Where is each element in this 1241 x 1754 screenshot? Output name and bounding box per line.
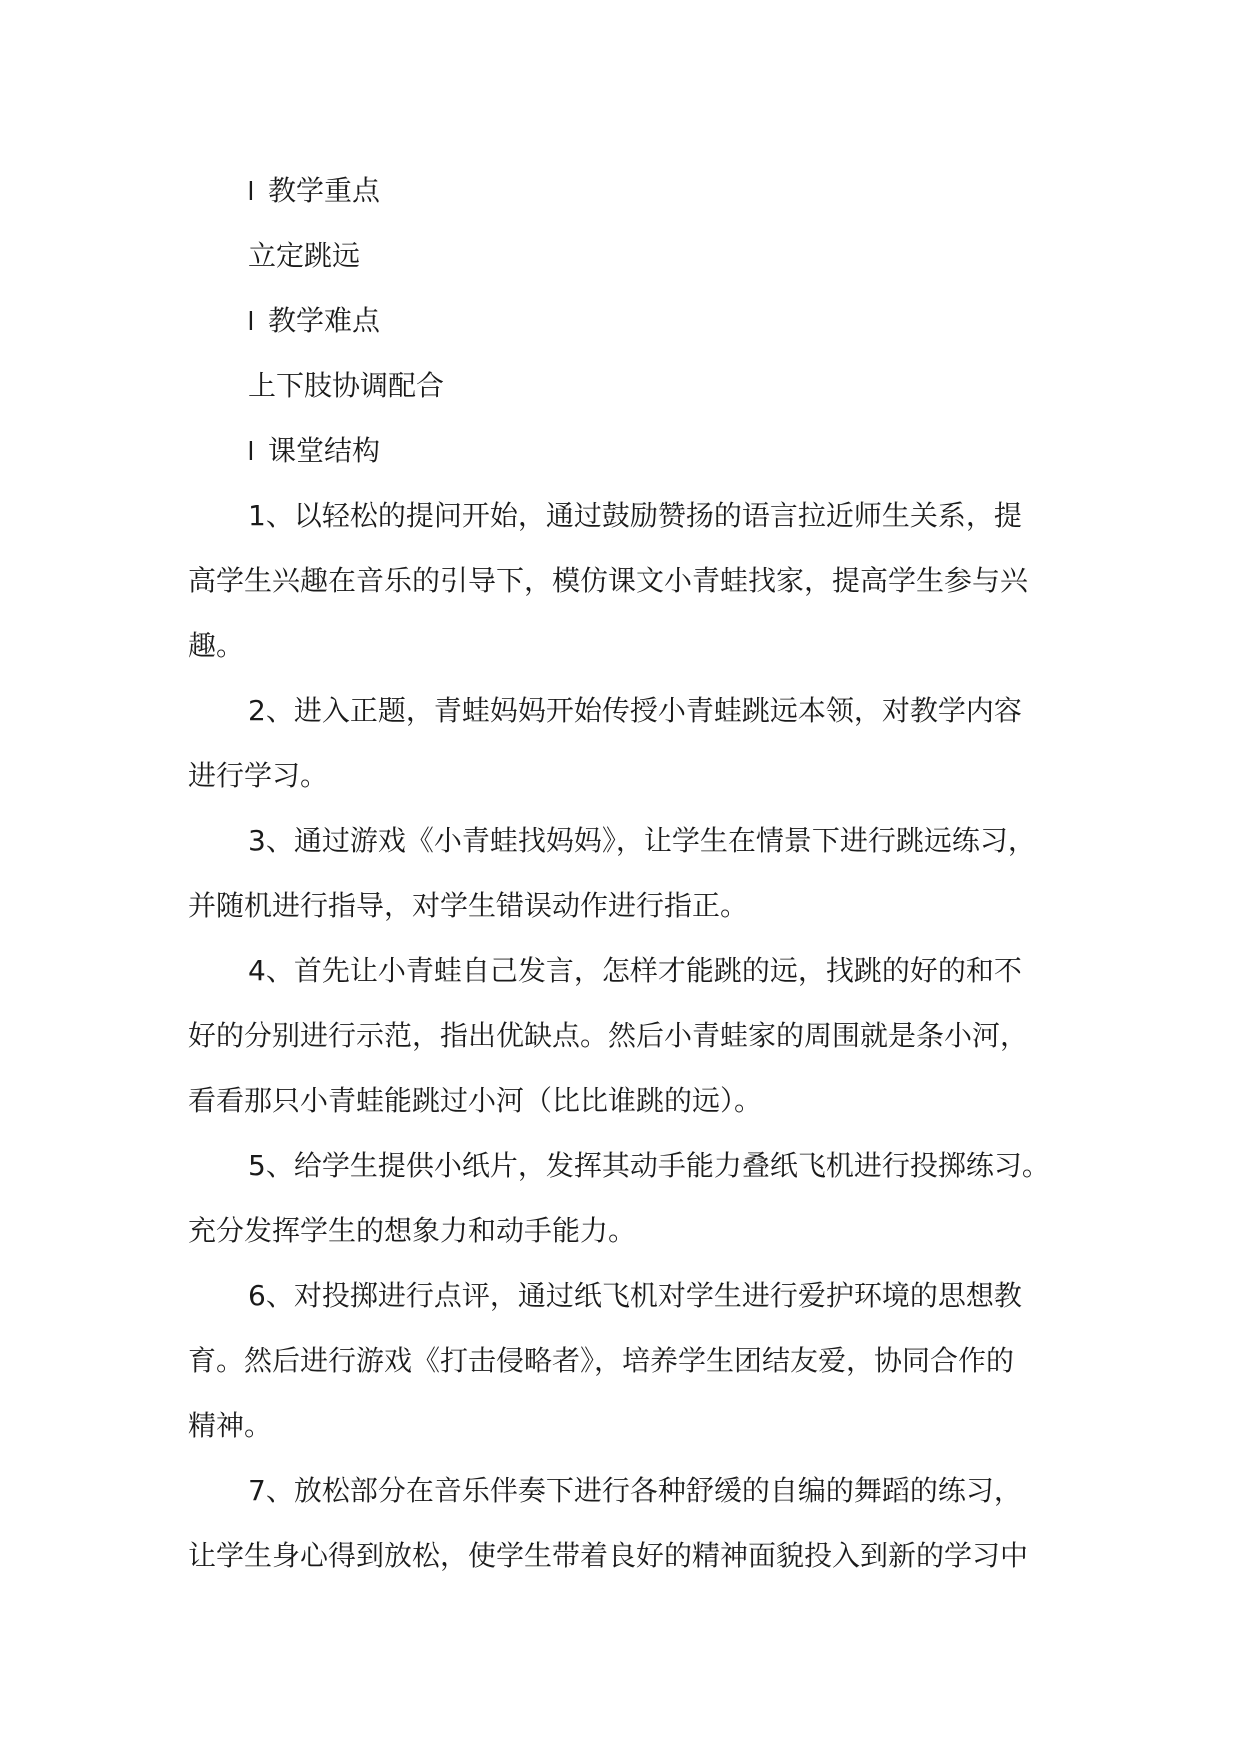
paragraph-line: 趣。 <box>188 629 245 662</box>
section-body: 上下肢协调配合 <box>248 369 445 402</box>
section-body: 立定跳远 <box>248 239 361 272</box>
paragraph-2 <box>188 678 1068 808</box>
paragraph-line: 进行学习。 <box>188 759 329 792</box>
paragraph-line: 4、首先让小青蛙自己发言，怎样才能跳的远，找跳的好的和不 <box>248 954 1022 987</box>
paragraph-line: 1、以轻松的提问开始，通过鼓励赞扬的语言拉近师生关系，提 <box>248 499 1022 532</box>
paragraph-line: 让学生身心得到放松，使学生带着良好的精神面貌投入到新的学习中 <box>188 1539 1029 1572</box>
paragraph-5 <box>188 1133 1068 1263</box>
paragraph-6 <box>188 1263 1068 1458</box>
bullet-mark: l <box>248 176 254 206</box>
paragraph-line: 5、给学生提供小纸片，发挥其动手能力叠纸飞机进行投掷练习。 <box>248 1149 1050 1182</box>
paragraph-line: 育。然后进行游戏《打击侵略者》，培养学生团结友爱，协同合作的 <box>188 1344 1015 1377</box>
paragraph-line: 好的分别进行示范，指出优缺点。然后小青蛙家的周围就是条小河， <box>188 1019 1029 1052</box>
paragraph-line: 精神。 <box>188 1409 273 1442</box>
paragraph-line: 看看那只小青蛙能跳过小河（比比谁跳的远）。 <box>188 1084 763 1117</box>
paragraph-line: 3、通过游戏《小青蛙找妈妈》，让学生在情景下进行跳远练习， <box>248 824 1036 857</box>
paragraph-line: 7、放松部分在音乐伴奏下进行各种舒缓的自编的舞蹈的练习， <box>248 1474 1022 1507</box>
bullet-mark: l <box>248 306 254 336</box>
document-body <box>188 158 1068 1588</box>
bullet-mark: l <box>248 436 254 466</box>
section-heading: l 教学重点 <box>188 158 1068 223</box>
paragraph-line: 6、对投掷进行点评，通过纸飞机对学生进行爱护环境的思想教 <box>248 1279 1022 1312</box>
paragraph-3 <box>188 808 1068 938</box>
section-heading: l 课堂结构 <box>188 418 1068 483</box>
paragraph-line: 2、进入正题，青蛙妈妈开始传授小青蛙跳远本领，对教学内容 <box>248 694 1022 727</box>
paragraph-1 <box>188 483 1068 678</box>
section-heading: l 教学难点 <box>188 288 1068 353</box>
paragraph-4 <box>188 938 1068 1133</box>
paragraph-7 <box>188 1458 1068 1588</box>
paragraph-line: 高学生兴趣在音乐的引导下，模仿课文小青蛙找家，提高学生参与兴 <box>188 564 1029 597</box>
paragraph-line: 并随机进行指导，对学生错误动作进行指正。 <box>188 889 749 922</box>
paragraph-line: 充分发挥学生的想象力和动手能力。 <box>188 1214 637 1247</box>
